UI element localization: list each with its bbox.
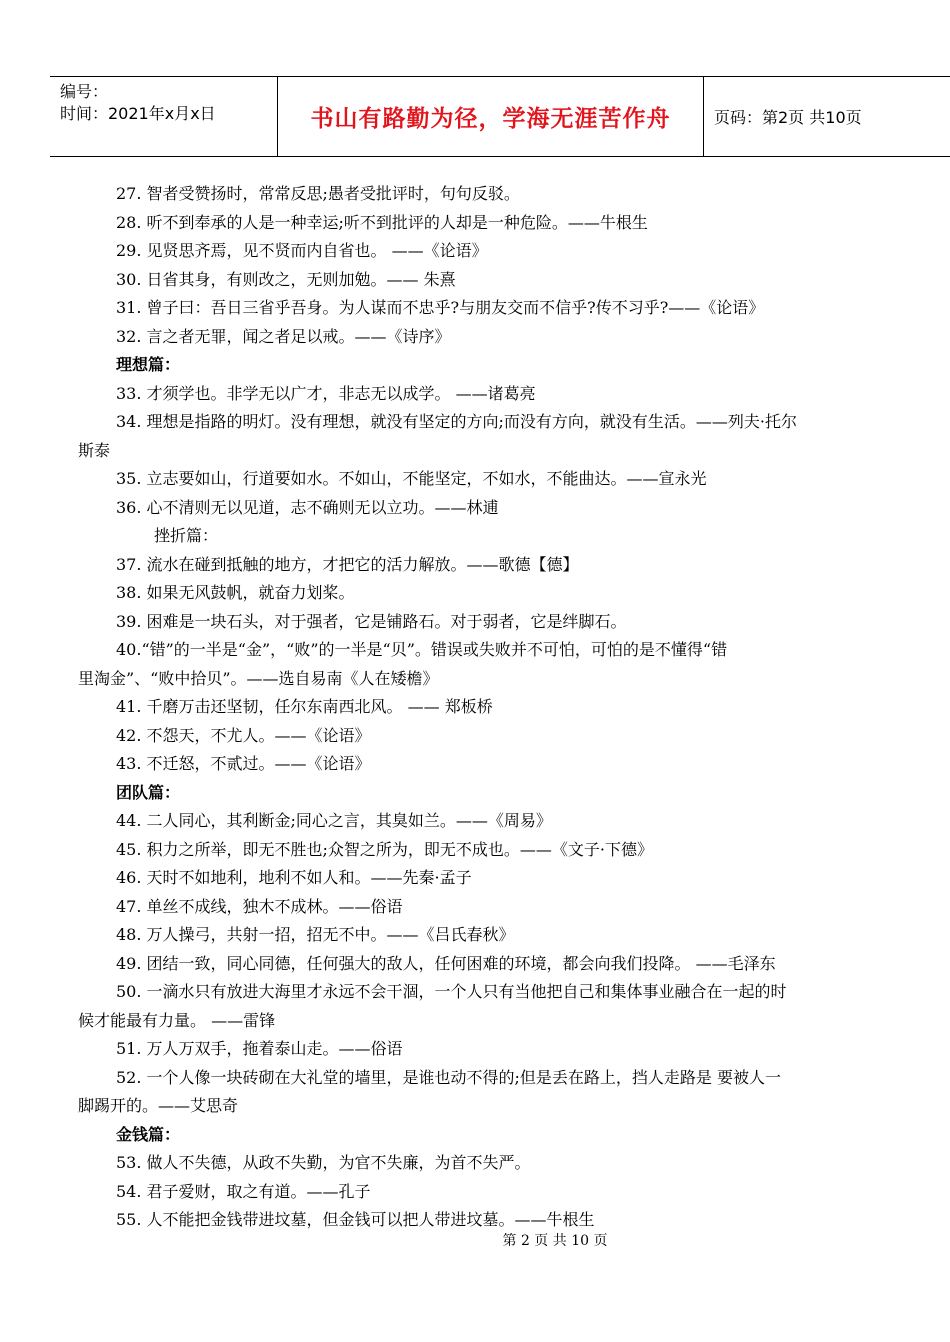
- quote-line: 29. 见贤思齐焉，见不贤而内自省也。 ——《论语》: [116, 241, 488, 260]
- section-heading-money: 金钱篇：: [116, 1124, 181, 1144]
- quote-line: 55. 人不能把金钱带进坟墓，但金钱可以把人带进坟墓。——牛根生: [116, 1210, 595, 1229]
- quote-line: 33. 才须学也。非学无以广才，非志无以成学。 ——诸葛亮: [116, 383, 536, 403]
- quote-list: [78, 180, 924, 1235]
- quote-line: 53. 做人不失德，从政不失勤，为官不失廉，为首不失严。: [116, 1153, 531, 1172]
- quote-line: 54. 君子爱财，取之有道。——孔子: [116, 1181, 371, 1201]
- quote-line: 37. 流水在碰到抵触的地方，才把它的活力解放。——歌德【德】: [116, 554, 579, 574]
- quote-line: 30. 日省其身，有则改之，无则加勉。—— 朱熹: [116, 269, 456, 289]
- quote-line-continuation: 候才能最有力量。 ——雷锋: [78, 1010, 276, 1030]
- quote-line-continuation: 里淘金”、“败中拾贝”。——选自易南《人在矮檐》: [78, 668, 439, 688]
- header-motto: 书山有路勤为径，学海无涯苦作舟: [278, 77, 704, 156]
- quote-line: 47. 单丝不成线，独木不成林。——俗语: [116, 896, 403, 916]
- quote-line-continuation: 斯泰: [78, 440, 111, 460]
- page-footer: 第 2 页 共 10 页: [502, 1233, 608, 1249]
- quote-line: 50. 一滴水只有放进大海里才永远不会干涸，一个人只有当他把自己和集体事业融合在一起的时: [116, 982, 787, 1001]
- quote-line: 40.“错”的一半是“金”，“败”的一半是“贝”。错误或失败并不可怕，可怕的是不懂得“错: [116, 640, 728, 659]
- quote-line: 48. 万人操弓，共射一招，招无不中。——《吕氏春秋》: [116, 925, 515, 944]
- header-page-number: 页码：第2页 共10页: [714, 108, 862, 127]
- document-time-label: 时间：2021年x月x日: [60, 104, 216, 123]
- quote-line: 28. 听不到奉承的人是一种幸运;听不到批评的人却是一种危险。——牛根生: [116, 212, 648, 232]
- quote-line-continuation: 脚踢开的。——艾思奇: [78, 1096, 239, 1115]
- quote-line: 32. 言之者无罪，闻之者足以戒。——《诗序》: [116, 326, 451, 346]
- quote-line: 46. 天时不如地利，地利不如人和。——先秦·孟子: [116, 868, 472, 887]
- quote-line: 31. 曾子曰：吾日三省乎吾身。为人谋而不忠乎?与朋友交而不信乎?传不习乎?——《论语》: [116, 298, 765, 317]
- quote-line: 27. 智者受赞扬时，常常反思;愚者受批评时，句句反驳。: [116, 184, 520, 203]
- page-header: [50, 76, 950, 157]
- quote-line: 49. 团结一致，同心同德，任何强大的敌人，任何困难的环境，都会向我们投降。 ——毛泽东: [116, 953, 776, 973]
- quote-line: 38. 如果无风鼓帆，就奋力划桨。: [116, 583, 355, 602]
- section-heading-ideal: 理想篇：: [116, 355, 181, 374]
- section-heading-team: 团队篇：: [116, 782, 181, 802]
- quote-line: 42. 不怨天，不尤人。——《论语》: [116, 725, 371, 745]
- header-meta-cell: [50, 77, 278, 156]
- quote-line: 34. 理想是指路的明灯。没有理想，就没有坚定的方向;而没有方向，就没有生活。——列夫·托尔: [116, 412, 798, 431]
- quote-line: 44. 二人同心，其利断金;同心之言，其臭如兰。——《周易》: [116, 811, 552, 830]
- section-heading-setback: 挫折篇：: [154, 526, 219, 545]
- quote-line: 41. 千磨万击还坚韧，任尔东南西北风。 —— 郑板桥: [116, 697, 493, 716]
- quote-line: 52. 一个人像一块砖砌在大礼堂的墙里，是谁也动不得的;但是丢在路上，挡人走路是 要被人一: [116, 1067, 782, 1087]
- quote-line: 51. 万人万双手，拖着泰山走。——俗语: [116, 1039, 403, 1058]
- quote-line: 45. 积力之所举，即无不胜也;众智之所为，即无不成也。——《文子·下德》: [116, 839, 654, 859]
- quote-line: 39. 困难是一块石头，对于强者，它是铺路石。对于弱者，它是绊脚石。: [116, 611, 627, 631]
- quote-line: 35. 立志要如山，行道要如水。不如山，不能坚定，不如水，不能曲达。——宣永光: [116, 469, 707, 488]
- document-number-label: 编号：: [60, 82, 109, 101]
- quote-line: 36. 心不清则无以见道，志不确则无以立功。——林逋: [116, 497, 499, 517]
- quote-line: 43. 不迁怒，不贰过。——《论语》: [116, 754, 371, 773]
